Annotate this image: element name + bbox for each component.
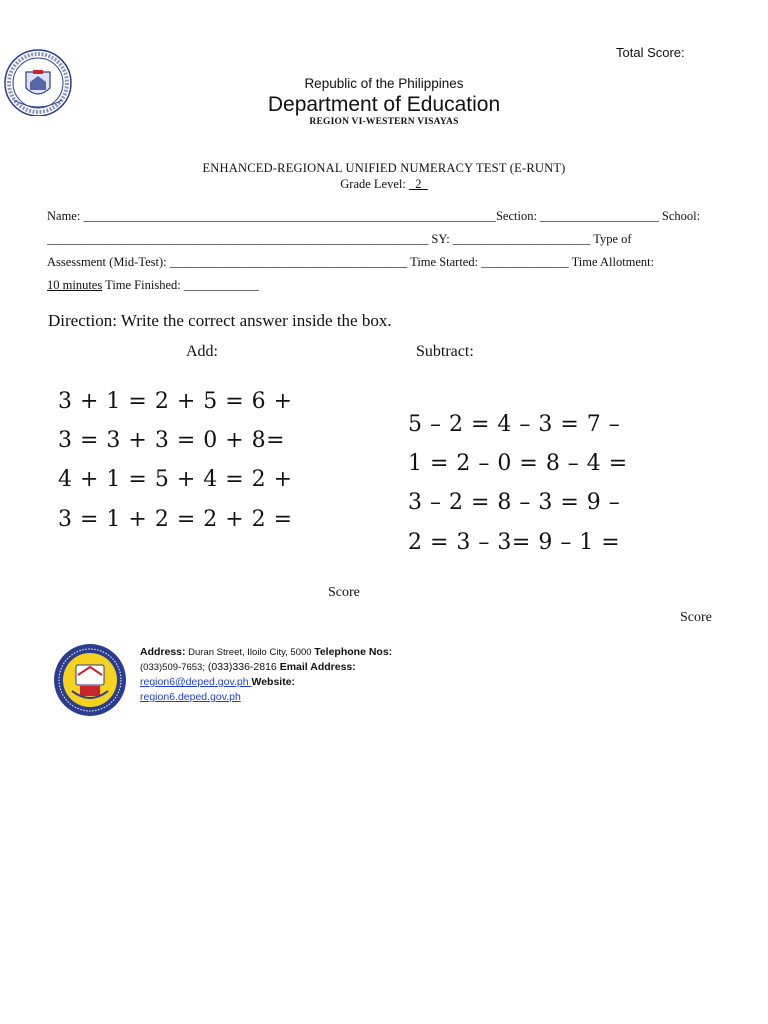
test-title: ENHANCED-REGIONAL UNIFIED NUMERACY TEST (E-RUNT) bbox=[202, 161, 566, 175]
form-line-time-finished bbox=[47, 278, 712, 293]
addition-line: 4 + 1 = 5 + 4 = 2 + bbox=[58, 467, 293, 492]
subtraction-line: 2 = 3 – 3= 9 – 1 = bbox=[408, 530, 621, 555]
phone-2: (033)336-2816 bbox=[204, 661, 280, 673]
website-label: Website: bbox=[251, 676, 296, 688]
grade-level-value: _2_ bbox=[408, 177, 428, 191]
grade-level-line bbox=[0, 177, 768, 192]
subtract-score-label: Score bbox=[680, 610, 712, 625]
addition-line: 3 = 3 + 3 = 0 + 8= bbox=[58, 428, 286, 453]
subtract-heading: Subtract: bbox=[416, 343, 474, 360]
address-text: Duran Street, Iloilo City, 5000 bbox=[185, 647, 315, 658]
addition-line: 3 + 1 = 2 + 5 = 6 + bbox=[58, 389, 293, 414]
republic-heading: Republic of the Philippines bbox=[304, 76, 464, 91]
total-score-label: Total Score: bbox=[616, 45, 685, 60]
email-label: Email Address: bbox=[279, 661, 356, 673]
footer-contact bbox=[140, 645, 410, 705]
telephone-label: Telephone Nos: bbox=[314, 646, 393, 658]
region-heading: REGION VI-WESTERN VISAYAS bbox=[309, 117, 459, 127]
department-heading: Department of Education bbox=[267, 93, 501, 116]
website-link[interactable]: region6.deped.gov.ph bbox=[140, 691, 241, 703]
phone-1: (033)509-7653; bbox=[140, 662, 205, 673]
addition-line: 3 = 1 + 2 = 2 + 2 = bbox=[58, 507, 293, 532]
time-allotment-value: 10 minutes bbox=[47, 278, 103, 292]
form-line-school-sy: _____________________________________________________________ SY: ______________________ Type of bbox=[47, 232, 632, 246]
email-link[interactable]: region6@deped.gov.ph bbox=[140, 676, 252, 688]
time-finished-field: Time Finished: ____________ bbox=[102, 278, 259, 292]
subtraction-line: 1 = 2 – 0 = 8 – 4 = bbox=[408, 451, 628, 476]
add-heading: Add: bbox=[186, 343, 218, 360]
form-line-name-section: Name: __________________________________________________________________Section: ___________________ School: bbox=[47, 209, 701, 223]
subtraction-line: 5 – 2 = 4 – 3 = 7 – bbox=[408, 412, 621, 437]
deped-region6-seal-icon bbox=[50, 643, 130, 717]
direction-text: Direction: Write the correct answer inside the box. bbox=[48, 311, 392, 330]
address-label: Address: bbox=[140, 646, 186, 658]
grade-level-label: Grade Level: bbox=[340, 177, 409, 191]
add-score-label: Score bbox=[328, 585, 360, 600]
form-line-assessment: Assessment (Mid-Test): ______________________________________ Time Started: ______________ Time Allotment: bbox=[47, 255, 655, 269]
subtraction-line: 3 – 2 = 8 – 3 = 9 – bbox=[408, 490, 621, 515]
